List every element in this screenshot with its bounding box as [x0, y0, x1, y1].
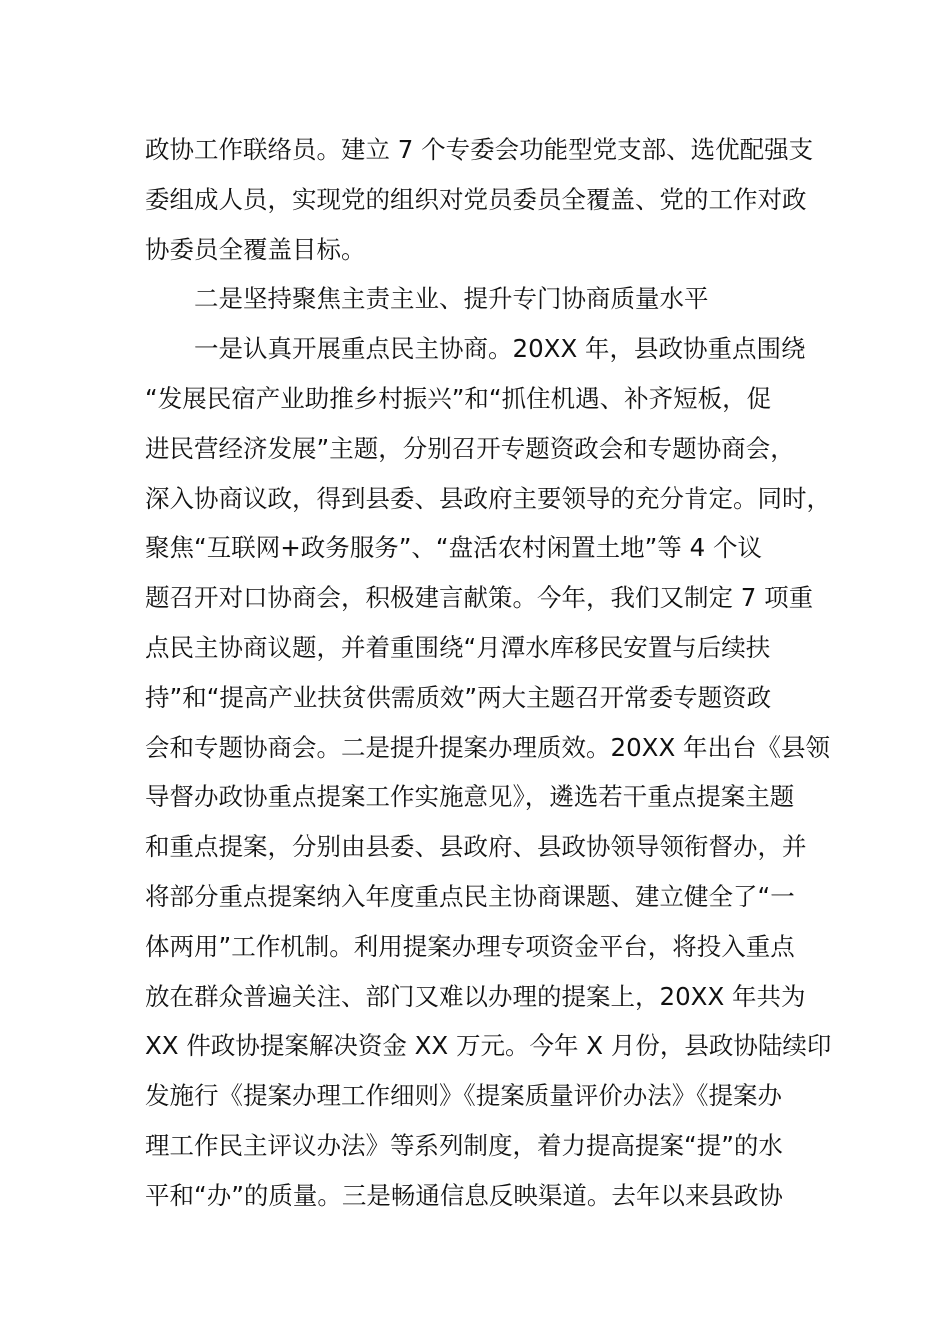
- text-line: 进民营经济发展”主题，分别召开专题资政会和专题协商会，: [145, 433, 795, 463]
- text-line: “发展民宿产业助推乡村振兴”和“抓住机遇、补齐短板，促: [145, 383, 772, 413]
- text-line: 会和专题协商会。二是提升提案办理质效。20XX 年出台《县领: [145, 732, 831, 762]
- text-line: 持”和“提高产业扶贫供需质效”两大主题召开常委专题资政: [145, 682, 772, 712]
- text-line: 和重点提案，分别由县委、县政府、县政协领导领衔督办，并: [145, 832, 807, 862]
- text-line: 发施行《提案办理工作细则》《提案质量评价办法》《提案办: [145, 1081, 782, 1111]
- text-line: 点民主协商议题，并着重围绕“月潭水库移民安置与后续扶: [145, 632, 771, 662]
- text-line: 聚焦“互联网+政务服务”、“盘活农村闲置土地”等 4 个议: [145, 533, 762, 563]
- text-line: 深入协商议政，得到县委、县政府主要领导的充分肯定。同时，: [145, 483, 831, 513]
- text-line: 协委员全覆盖目标。: [145, 234, 366, 264]
- text-line: 放在群众普遍关注、部门又难以办理的提案上，20XX 年共为: [145, 981, 806, 1011]
- text-line: 题召开对口协商会，积极建言献策。今年，我们又制定 7 项重: [145, 583, 814, 613]
- text-line: XX 件政协提案解决资金 XX 万元。今年 X 月份，县政协陆续印: [145, 1031, 832, 1061]
- text-line: 平和“办”的质量。三是畅通信息反映渠道。去年以来县政协: [145, 1180, 783, 1210]
- text-line: 委组成人员，实现党的组织对党员委员全覆盖、党的工作对政: [145, 184, 807, 214]
- text-line: 导督办政协重点提案工作实施意见》，遴选若干重点提案主题: [145, 782, 795, 812]
- text-line: 将部分重点提案纳入年度重点民主协商课题、建立健全了“一: [145, 881, 795, 911]
- text-line: 体两用”工作机制。利用提案办理专项资金平台，将投入重点: [145, 931, 795, 961]
- section-heading: 二是坚持聚焦主责主业、提升专门协商质量水平: [194, 284, 709, 314]
- text-line: 一是认真开展重点民主协商。20XX 年，县政协重点围绕: [194, 334, 806, 364]
- text-line: 政协工作联络员。建立 7 个专委会功能型党支部、选优配强支: [145, 135, 814, 164]
- text-line: 理工作民主评议办法》等系列制度，着力提高提案“提”的水: [145, 1130, 783, 1160]
- body-text: [145, 125, 832, 1221]
